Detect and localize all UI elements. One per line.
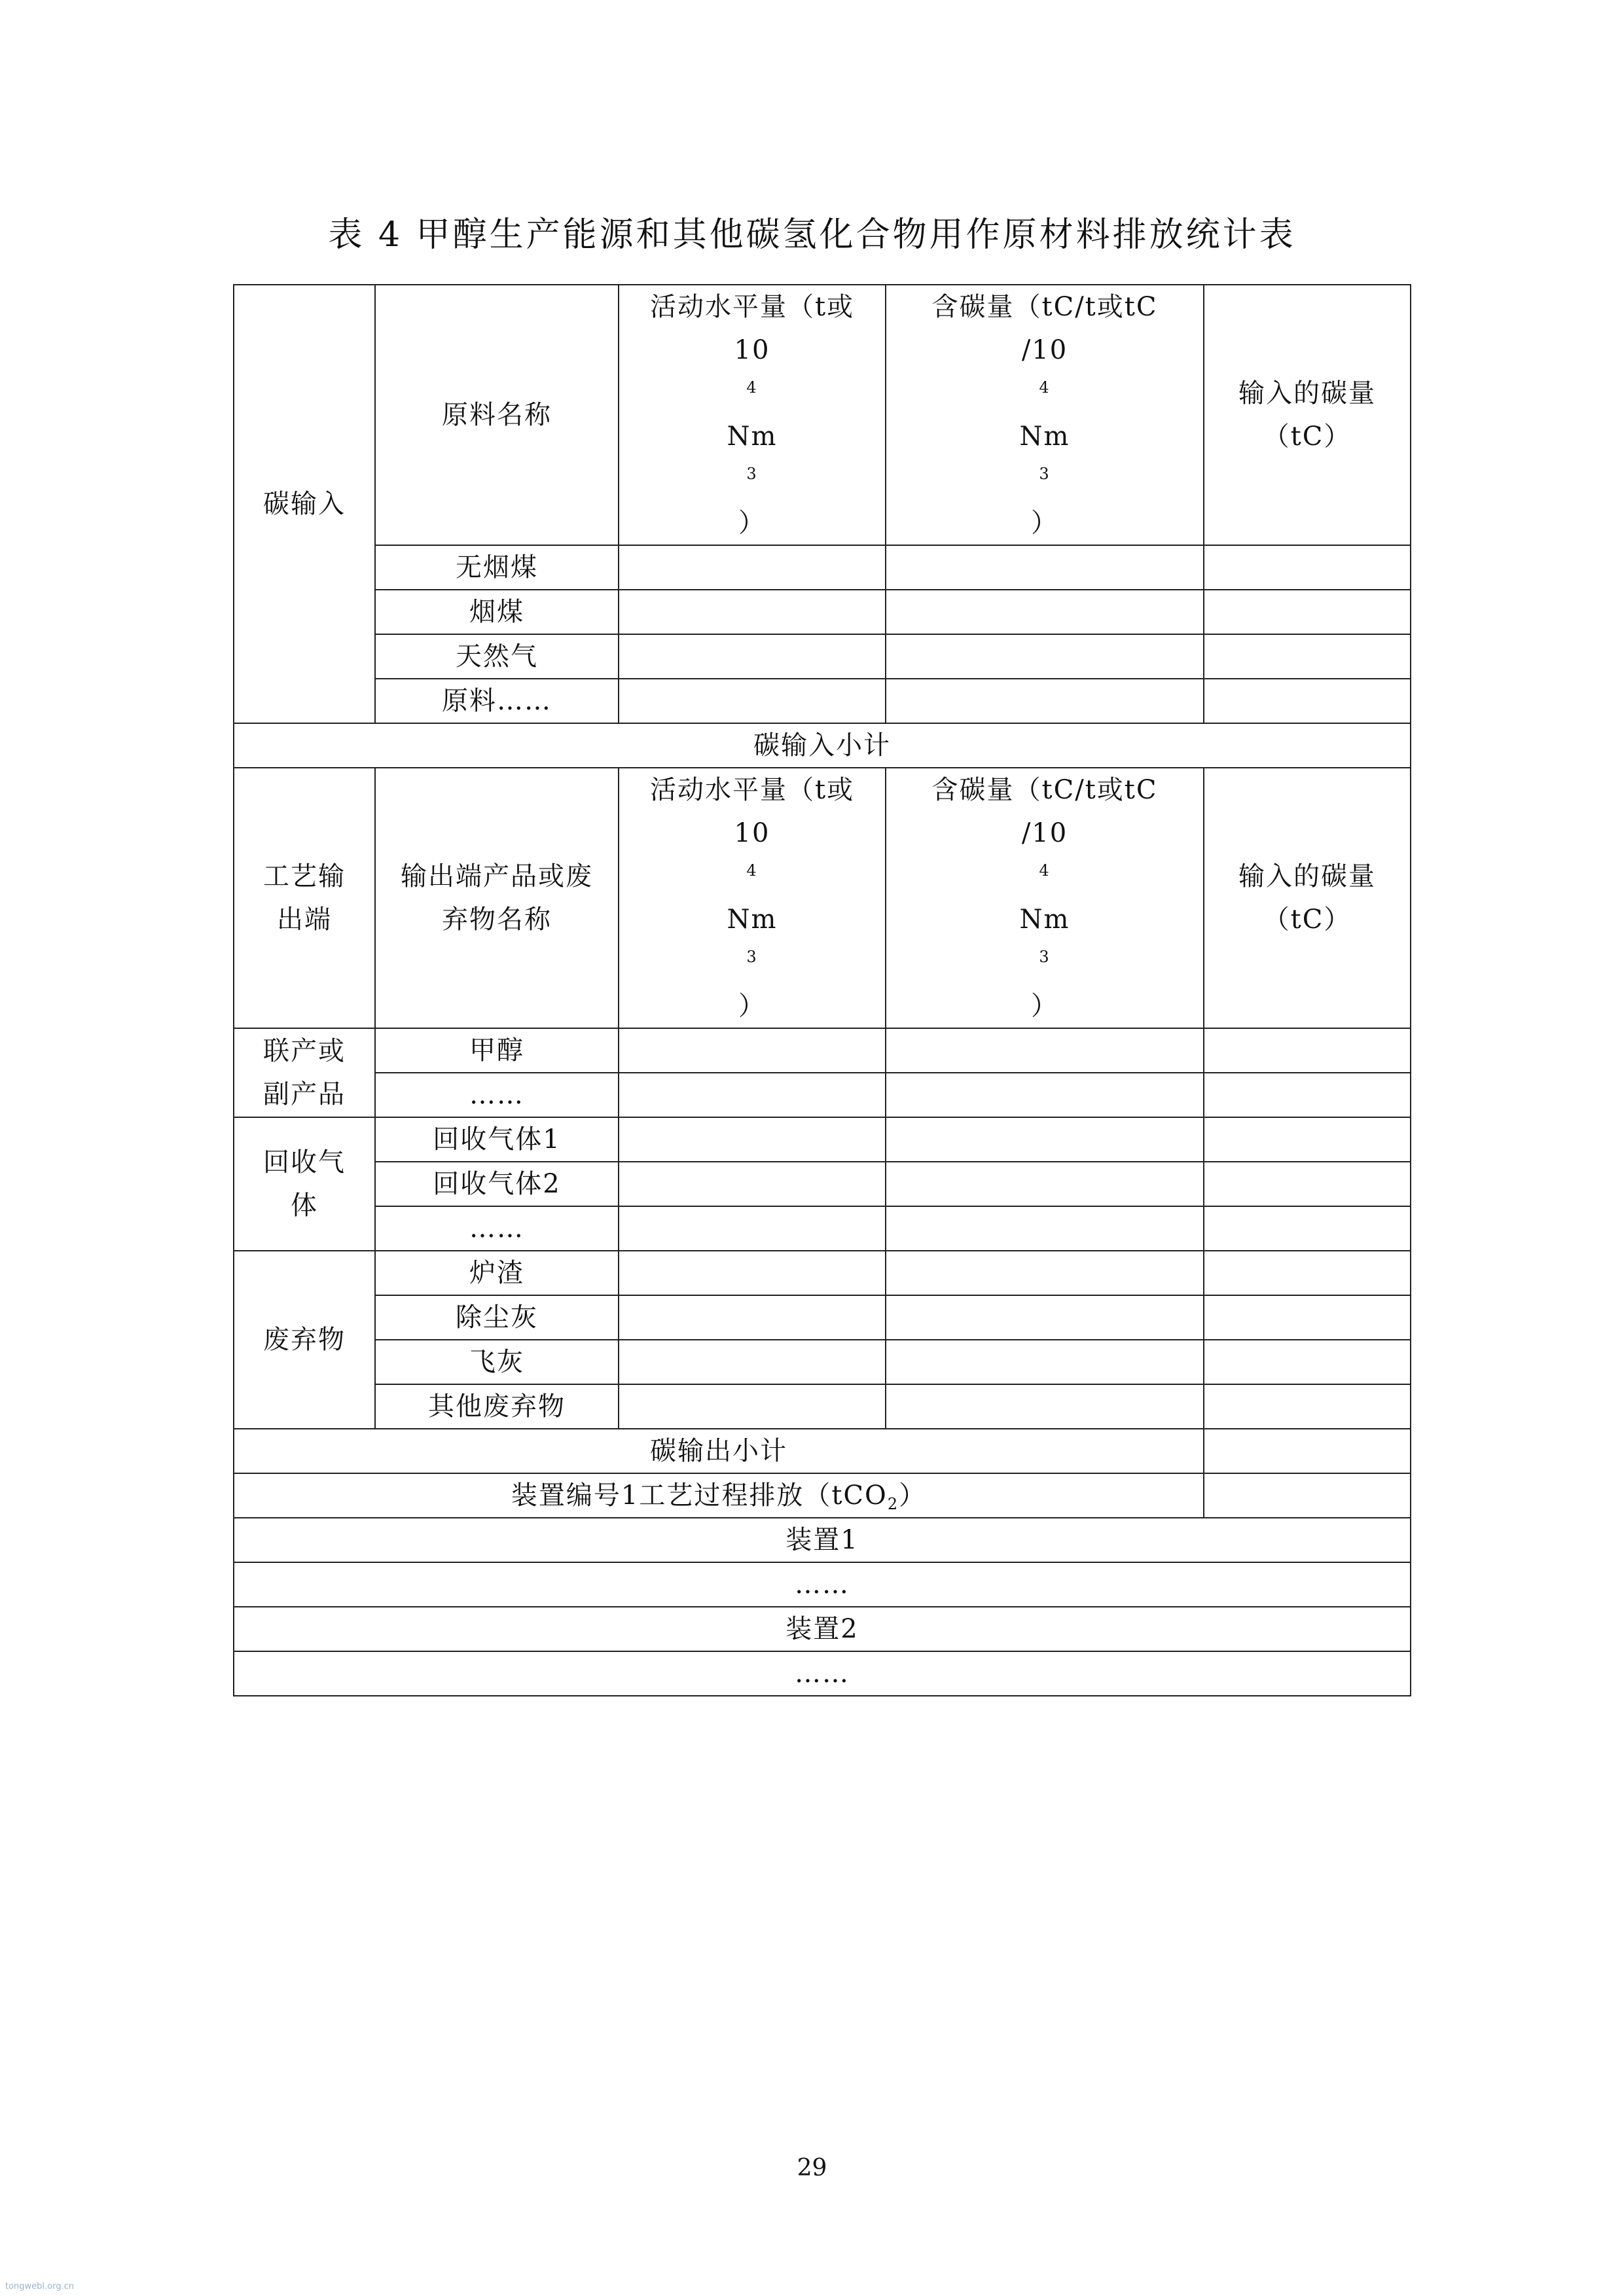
header-activity-level: 活动水平量（t或 10 $^4$ Nm $^3$ ） [619,768,886,1028]
table-cell [886,545,1204,590]
table-cell [886,1162,1204,1206]
device-label: 装置1 [234,1518,1411,1562]
table-cell [619,1162,886,1206]
table-row [234,1251,1411,1295]
table-cell [619,545,886,590]
header-input-carbon: 输入的碳量 （tC） [1204,285,1411,545]
table-row [234,545,1411,590]
table-cell [619,1340,886,1384]
table-row [234,1340,1411,1384]
emission-statistics-table [233,284,1411,1696]
table-cell [1204,1028,1411,1073]
table-cell [619,1295,886,1340]
table-cell [886,1028,1204,1073]
table-cell [1204,1162,1411,1206]
process-emission-label: 装置编号1工艺过程排放（tCO$_2$） [234,1473,1204,1518]
header-carbon-content: 含碳量（tC/t或tC /10 $^4$ Nm $^3$ ） [886,768,1204,1028]
output-item-name: …… [375,1206,619,1251]
device-label: 装置2 [234,1607,1411,1651]
table-row [234,1028,1411,1073]
table-row [234,1206,1411,1251]
output-item-name: 除尘灰 [375,1295,619,1340]
table-row [234,1162,1411,1206]
coproduct-group-label: 联产或 副产品 [234,1028,375,1117]
table-cell [619,1384,886,1429]
header-material-name: 原料名称 [375,285,619,545]
waste-group-label: 废弃物 [234,1251,375,1429]
table-row [234,679,1411,723]
output-item-name: 飞灰 [375,1340,619,1384]
table-cell [1204,1295,1411,1340]
output-item-name: 甲醇 [375,1028,619,1073]
output-item-name: 回收气体2 [375,1162,619,1206]
process-output-section-label: 工艺输 出端 [234,768,375,1028]
header-input-carbon: 输入的碳量 （tC） [1204,768,1411,1028]
table-cell [886,590,1204,634]
output-item-name: 其他废弃物 [375,1384,619,1429]
table-cell [1204,1473,1411,1518]
device-label: …… [234,1562,1411,1607]
table-cell [619,1117,886,1162]
table-title: 表 4 甲醇生产能源和其他碳氢化合物用作原材料排放统计表 [328,215,1296,255]
table-cell [886,1295,1204,1340]
table-cell [886,1251,1204,1295]
table-cell [1204,1429,1411,1473]
table-cell [886,1340,1204,1384]
table-cell [1204,1384,1411,1429]
table-cell [619,679,886,723]
output-item-name: 炉渣 [375,1251,619,1295]
table-row [234,590,1411,634]
table-cell [886,1206,1204,1251]
recovered-gas-group-label: 回收气 体 [234,1117,375,1251]
table-cell [886,1384,1204,1429]
table-cell [886,634,1204,679]
table-row [234,1295,1411,1340]
output-subtotal-row [234,1429,1411,1473]
device-row [234,1607,1411,1651]
output-header-row [234,768,1411,1028]
table-cell [1204,590,1411,634]
table-row [234,1073,1411,1117]
input-subtotal-row [234,723,1411,768]
input-material-name: 无烟煤 [375,545,619,590]
table-cell [1204,1117,1411,1162]
table-cell [619,1251,886,1295]
input-subtotal-label: 碳输入小计 [234,723,1411,768]
table-row [234,1117,1411,1162]
table-cell [886,679,1204,723]
table-cell [1204,679,1411,723]
table-cell [1204,1073,1411,1117]
page-number: 29 [797,2155,827,2181]
table-cell [619,590,886,634]
header-activity-level: 活动水平量（t或 10 $^4$ Nm $^3$ ） [619,285,886,545]
table-cell [1204,1340,1411,1384]
device-label: …… [234,1651,1411,1696]
table-cell [1204,1206,1411,1251]
output-item-name: …… [375,1073,619,1117]
table-cell [1204,1251,1411,1295]
process-emission-row [234,1473,1411,1518]
input-material-name: 天然气 [375,634,619,679]
device-row [234,1651,1411,1696]
watermark: tongwebl.org.cn [5,2282,75,2291]
output-subtotal-label: 碳输出小计 [234,1429,1204,1473]
table-cell [619,1206,886,1251]
header-output-name: 输出端产品或废 弃物名称 [375,768,619,1028]
table-row [234,634,1411,679]
output-item-name: 回收气体1 [375,1117,619,1162]
input-material-name: 原料…… [375,679,619,723]
device-row [234,1518,1411,1562]
input-header-row [234,285,1411,545]
table-cell [619,1073,886,1117]
input-material-name: 烟煤 [375,590,619,634]
device-row [234,1562,1411,1607]
table-cell [1204,545,1411,590]
table-cell [619,634,886,679]
table-row [234,1384,1411,1429]
table-cell [1204,634,1411,679]
table-cell [886,1117,1204,1162]
carbon-input-section-label: 碳输入 [234,285,375,723]
table-cell [619,1028,886,1073]
header-carbon-content: 含碳量（tC/t或tC /10 $^4$ Nm $^3$ ） [886,285,1204,545]
table-cell [886,1073,1204,1117]
